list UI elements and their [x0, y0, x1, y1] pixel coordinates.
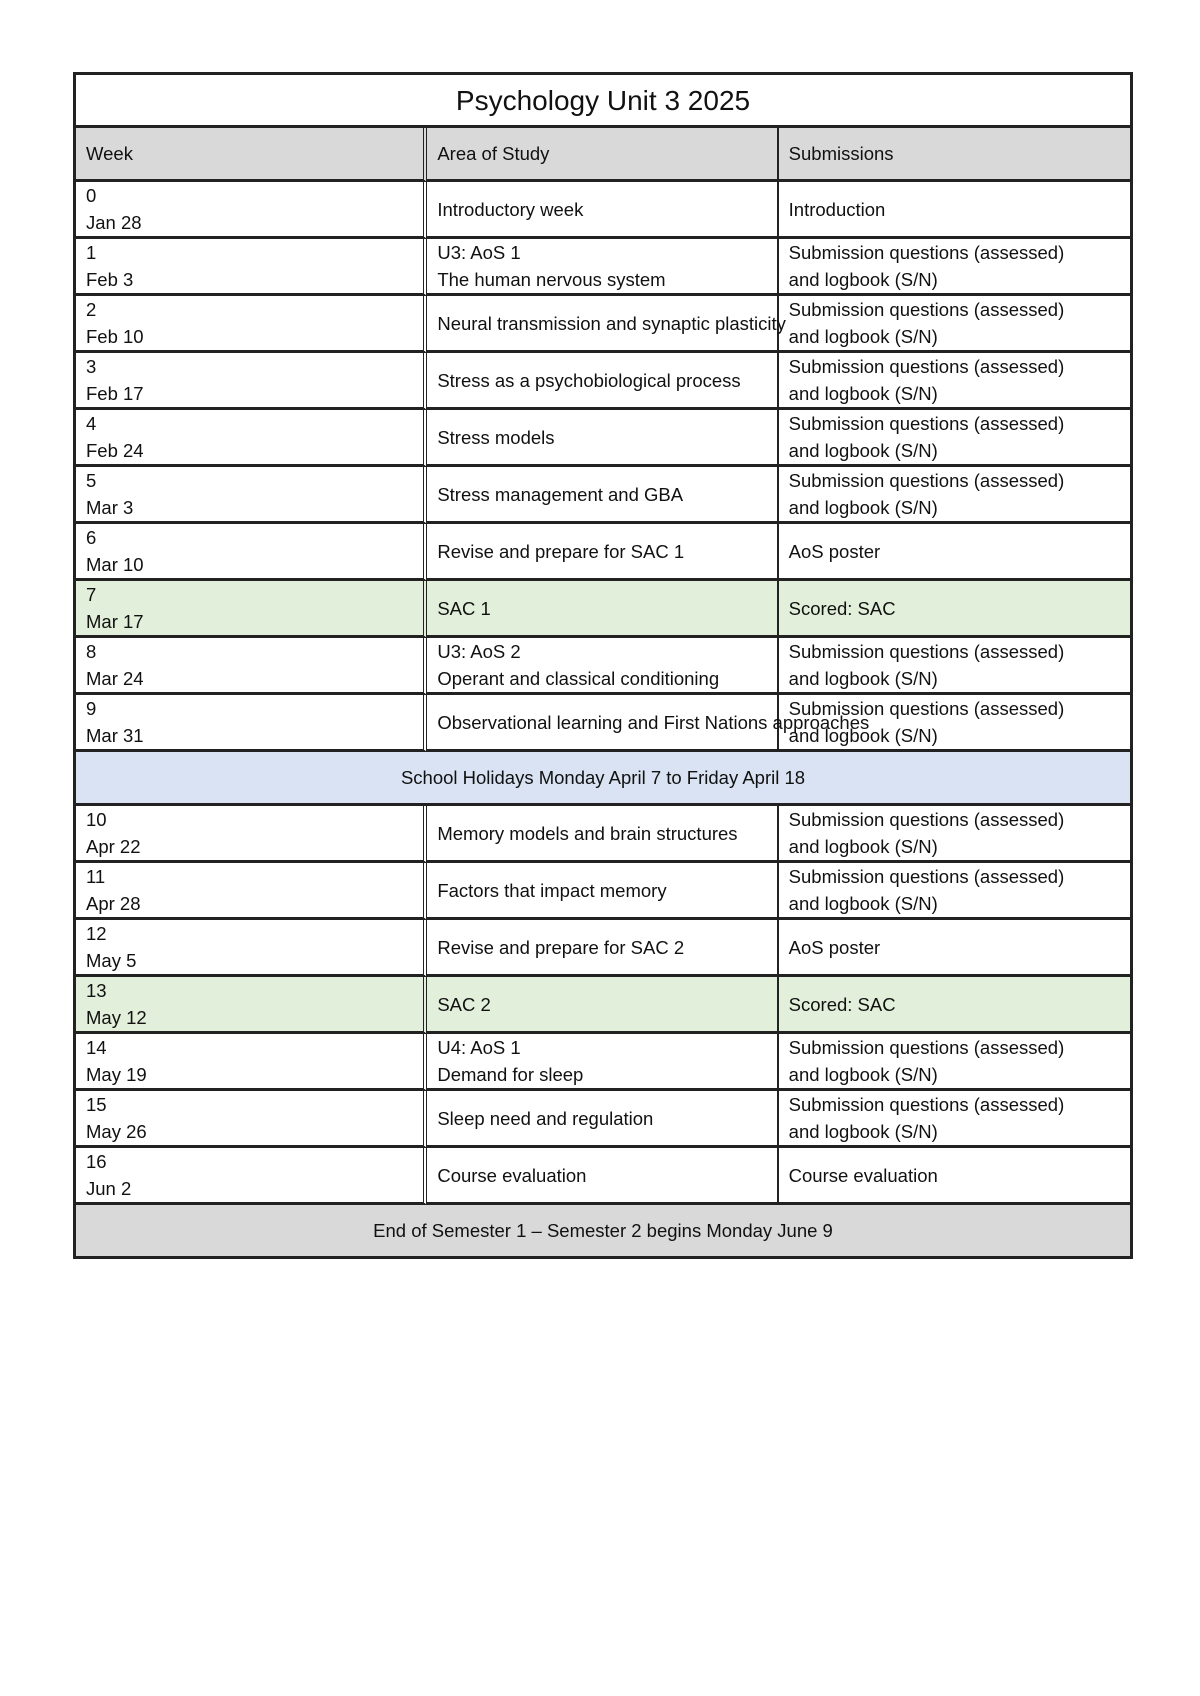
submissions-cell	[779, 638, 1130, 695]
submissions-text: and logbook (S/N)	[788, 725, 938, 746]
area-of-study-text: U3: AoS 2	[437, 641, 521, 662]
title-row	[76, 75, 1130, 128]
week-date: Mar 17	[86, 611, 144, 632]
week-date: Feb 3	[86, 269, 134, 290]
table-row	[76, 863, 1130, 920]
header-row	[76, 128, 1130, 182]
week-cell	[76, 524, 427, 581]
week-date: Apr 28	[86, 893, 141, 914]
submissions-text: Submission questions (assessed)	[788, 698, 1065, 719]
submissions-cell	[779, 806, 1130, 863]
week-cell	[76, 239, 427, 296]
submissions-text: and logbook (S/N)	[788, 440, 938, 461]
area-of-study-cell	[427, 581, 778, 638]
submissions-text: Introduction	[788, 198, 886, 220]
submissions-text: and logbook (S/N)	[788, 836, 938, 857]
area-of-study-text: Sleep need and regulation	[437, 1107, 654, 1129]
week-number: 8	[86, 641, 97, 662]
submissions-text: Course evaluation	[788, 1164, 938, 1186]
week-number: 7	[86, 584, 97, 605]
week-cell	[76, 863, 427, 920]
submissions-cell	[779, 467, 1130, 524]
area-of-study-cell	[427, 1148, 778, 1205]
table-row	[76, 1091, 1130, 1148]
table-row	[76, 410, 1130, 467]
week-date: Feb 24	[86, 440, 144, 461]
week-cell	[76, 182, 427, 239]
submissions-text: and logbook (S/N)	[788, 668, 938, 689]
week-date: May 26	[86, 1121, 147, 1142]
week-date: Jun 2	[86, 1178, 132, 1199]
submissions-text: and logbook (S/N)	[788, 326, 938, 347]
header-week: Week	[76, 128, 427, 182]
submissions-text: and logbook (S/N)	[788, 383, 938, 404]
week-cell	[76, 1148, 427, 1205]
submissions-cell	[779, 581, 1130, 638]
area-of-study-text: Course evaluation	[437, 1164, 587, 1186]
submissions-text: Submission questions (assessed)	[788, 1094, 1065, 1115]
week-cell	[76, 695, 427, 752]
week-cell	[76, 638, 427, 695]
area-of-study-cell	[427, 239, 778, 296]
area-of-study-cell	[427, 806, 778, 863]
area-of-study-cell	[427, 920, 778, 977]
table-row	[76, 806, 1130, 863]
week-number: 13	[86, 980, 107, 1001]
submissions-cell	[779, 1091, 1130, 1148]
week-number: 12	[86, 923, 107, 944]
area-of-study-text: Stress as a psychobiological process	[437, 369, 741, 391]
end-of-semester-row	[76, 1205, 1130, 1256]
area-of-study-text: Observational learning and First Nations approaches	[437, 711, 870, 733]
header-area-of-study: Area of Study	[427, 128, 778, 182]
area-of-study-cell	[427, 1034, 778, 1091]
week-date: Mar 3	[86, 497, 134, 518]
week-cell	[76, 467, 427, 524]
submissions-cell	[779, 863, 1130, 920]
submissions-cell	[779, 410, 1130, 467]
submissions-cell	[779, 524, 1130, 581]
area-of-study-cell	[427, 182, 778, 239]
week-date: Jan 28	[86, 212, 142, 233]
week-cell	[76, 296, 427, 353]
area-of-study-text: Revise and prepare for SAC 1	[437, 540, 685, 562]
submissions-text: Submission questions (assessed)	[788, 1037, 1065, 1058]
table-row	[76, 695, 1130, 752]
table-title: Psychology Unit 3 2025	[76, 75, 1130, 128]
submissions-text: and logbook (S/N)	[788, 497, 938, 518]
submissions-text: AoS poster	[788, 540, 881, 562]
week-number: 1	[86, 242, 97, 263]
week-cell	[76, 977, 427, 1034]
week-date: Mar 31	[86, 725, 144, 746]
submissions-text: Submission questions (assessed)	[788, 242, 1065, 263]
submissions-cell	[779, 1148, 1130, 1205]
submissions-cell	[779, 182, 1130, 239]
week-number: 4	[86, 413, 97, 434]
area-of-study-cell	[427, 863, 778, 920]
submissions-text: Submission questions (assessed)	[788, 299, 1065, 320]
area-of-study-cell	[427, 353, 778, 410]
area-of-study-cell	[427, 638, 778, 695]
table-row	[76, 1034, 1130, 1091]
submissions-text: Submission questions (assessed)	[788, 356, 1065, 377]
area-of-study-text: Revise and prepare for SAC 2	[437, 936, 685, 958]
submissions-text: and logbook (S/N)	[788, 893, 938, 914]
week-cell	[76, 581, 427, 638]
table-row	[76, 977, 1130, 1034]
area-of-study-text: Stress management and GBA	[437, 483, 684, 505]
week-number: 10	[86, 809, 107, 830]
area-of-study-cell	[427, 410, 778, 467]
week-number: 14	[86, 1037, 107, 1058]
week-number: 5	[86, 470, 97, 491]
submissions-cell	[779, 977, 1130, 1034]
area-of-study-text: Memory models and brain structures	[437, 822, 738, 844]
week-number: 9	[86, 698, 97, 719]
area-of-study-text: Introductory week	[437, 198, 584, 220]
week-date: Mar 10	[86, 554, 144, 575]
table-row	[76, 182, 1130, 239]
week-number: 0	[86, 185, 97, 206]
area-of-study-text: Operant and classical conditioning	[437, 668, 720, 689]
area-of-study-cell	[427, 977, 778, 1034]
area-of-study-text: Neural transmission and synaptic plasticity	[437, 312, 786, 334]
week-date: May 12	[86, 1007, 147, 1028]
submissions-text: and logbook (S/N)	[788, 269, 938, 290]
area-of-study-text: SAC 2	[437, 993, 491, 1015]
header-submissions: Submissions	[779, 128, 1130, 182]
area-of-study-cell	[427, 524, 778, 581]
area-of-study-text: U4: AoS 1	[437, 1037, 521, 1058]
table-row	[76, 353, 1130, 410]
submissions-cell	[779, 920, 1130, 977]
table-row	[76, 638, 1130, 695]
submissions-text: AoS poster	[788, 936, 881, 958]
week-number: 15	[86, 1094, 107, 1115]
area-of-study-text: Stress models	[437, 426, 555, 448]
week-date: May 5	[86, 950, 137, 971]
submissions-text: Submission questions (assessed)	[788, 641, 1065, 662]
week-date: Apr 22	[86, 836, 141, 857]
holiday-band-row	[76, 752, 1130, 806]
week-cell	[76, 410, 427, 467]
area-of-study-cell	[427, 467, 778, 524]
submissions-text: and logbook (S/N)	[788, 1121, 938, 1142]
submissions-text: Scored: SAC	[788, 597, 896, 619]
submissions-cell	[779, 695, 1130, 752]
end-of-semester-notice: End of Semester 1 – Semester 2 begins Monday June 9	[76, 1205, 1130, 1256]
submissions-cell	[779, 239, 1130, 296]
table-row	[76, 524, 1130, 581]
submissions-cell	[779, 353, 1130, 410]
area-of-study-text: The human nervous system	[437, 269, 666, 290]
table-row	[76, 920, 1130, 977]
submissions-text: and logbook (S/N)	[788, 1064, 938, 1085]
week-cell	[76, 1034, 427, 1091]
week-date: May 19	[86, 1064, 147, 1085]
submissions-text: Submission questions (assessed)	[788, 413, 1065, 434]
week-cell	[76, 1091, 427, 1148]
week-date: Mar 24	[86, 668, 144, 689]
table-row	[76, 1148, 1130, 1205]
area-of-study-text: SAC 1	[437, 597, 491, 619]
area-of-study-text: U3: AoS 1	[437, 242, 521, 263]
schedule-table	[73, 72, 1133, 1259]
table-row	[76, 581, 1130, 638]
week-number: 6	[86, 527, 97, 548]
week-number: 3	[86, 356, 97, 377]
week-number: 16	[86, 1151, 107, 1172]
area-of-study-cell	[427, 1091, 778, 1148]
table-row	[76, 467, 1130, 524]
week-cell	[76, 920, 427, 977]
week-date: Feb 10	[86, 326, 144, 347]
submissions-text: Submission questions (assessed)	[788, 809, 1065, 830]
week-number: 11	[86, 866, 106, 887]
submissions-cell	[779, 1034, 1130, 1091]
submissions-cell	[779, 296, 1130, 353]
week-cell	[76, 806, 427, 863]
submissions-text: Submission questions (assessed)	[788, 866, 1065, 887]
area-of-study-text: Factors that impact memory	[437, 879, 667, 901]
submissions-text: Submission questions (assessed)	[788, 470, 1065, 491]
table-row	[76, 239, 1130, 296]
week-number: 2	[86, 299, 97, 320]
area-of-study-cell	[427, 296, 786, 353]
area-of-study-text: Demand for sleep	[437, 1064, 584, 1085]
submissions-text: Scored: SAC	[788, 993, 896, 1015]
holiday-notice: School Holidays Monday April 7 to Friday April 18	[76, 752, 1130, 806]
week-cell	[76, 353, 427, 410]
table-row	[76, 296, 1130, 353]
week-date: Feb 17	[86, 383, 144, 404]
